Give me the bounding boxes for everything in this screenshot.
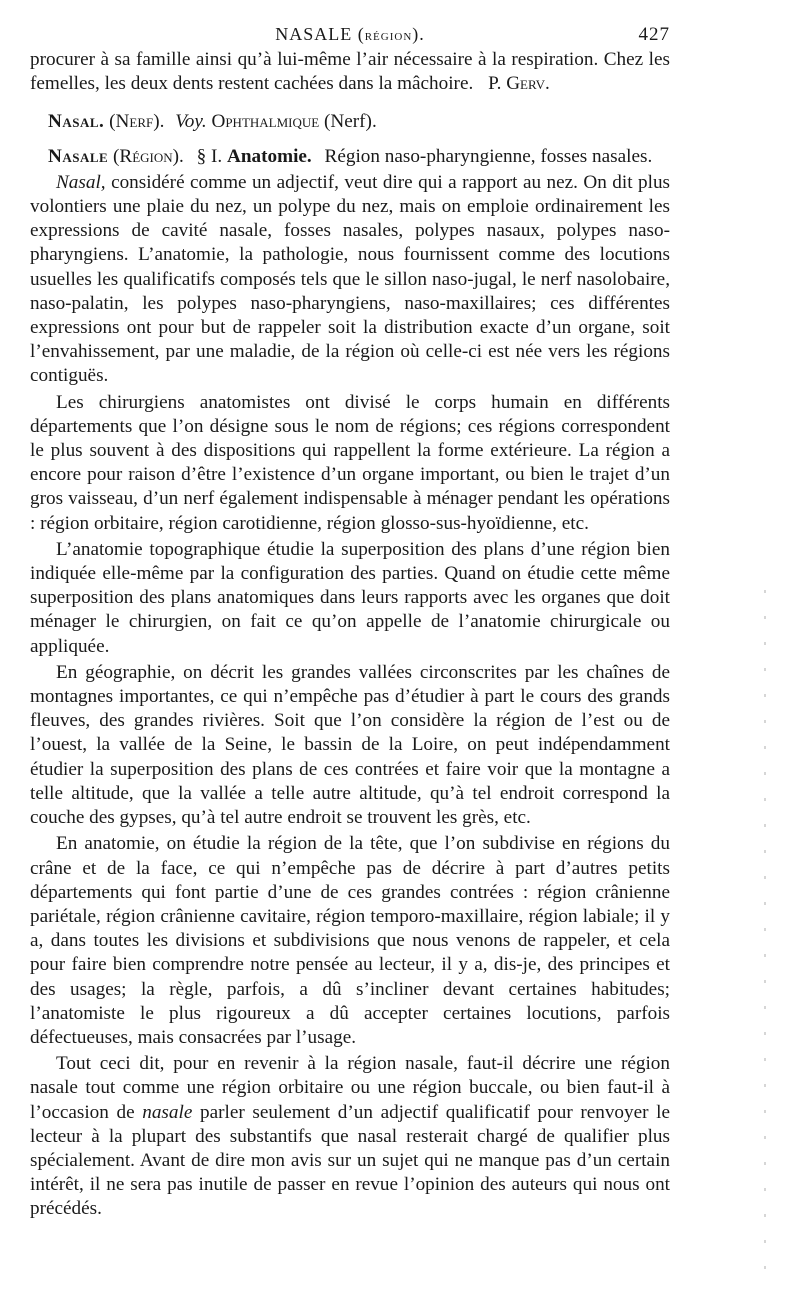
paragraph-4: En géographie, on décrit les grandes vallées circonscrites par les chaînes de montagnes importantes, ce qui n’empêche pas d’étudier à part le cours des grands fleuves, des grandes rivières. Soit que l’on considère la région de l’est ou de l’ouest, la vallée de la Seine, le bassin de la Loire, on peut indépendamment étudier la superposition des plans de ces contrées et faire voir que la montagne a telle altitude, que la vallée a telle autre altitude, qu’à tel endroit correspond la couche des gypses, qu’à tel autre endroit se trouvent les grès, etc.: [30, 661, 670, 829]
cross-reference-target: Ophthalmique: [211, 111, 320, 133]
page-number: 427: [638, 24, 670, 45]
entry-nasal-nerf: Nasal. (Nerf). Voy. Ophthalmique (Nerf).: [48, 111, 377, 133]
paragraph-continuation: procurer à sa famille ainsi qu’à lui-même l’air nécessaire à la respiration. Chez les femelles, les deux dents restent cachées dans la mâchoire. P. Gerv.: [30, 49, 670, 95]
page-header: [30, 18, 670, 48]
document-page: [30, 18, 670, 1222]
entry-headword: Nasale: [48, 145, 109, 167]
entry-headword: Nasal.: [48, 111, 105, 133]
paragraph-3: L’anatomie topographique étudie la superposition des plans d’une région bien indiquée elle-même par la configuration des parties. Quand on étudie cette même superposition des plans anatomiques dans leurs rapports avec les organes que doit ménager le chirurgien, on fait ce qu’on appelle de l’anatomie chirurgicale ou appliquée.: [30, 538, 670, 657]
paragraph-6: Tout ceci dit, pour en revenir à la région nasale, faut-il décrire une région nasale tout comme une région orbitaire ou une région buccale, ou bien faut-il à l’occasion de nasale parler seulement d’un adjectif qualificatif pour renvoyer le lecteur à la plupart des substantifs que nasal resterait chargé de qualifier plus spécialement. Avant de dire mon avis sur un sujet qui ne manque pas d’un certain intérêt, il ne sera pas inutile de passer en revue l’opinion des auteurs qui nous ont précédés.: [30, 1053, 671, 1220]
scan-margin-artifact: [764, 590, 766, 1290]
author-signature: P. Gerv.: [488, 73, 550, 95]
entry-nasale-region: Nasale (Région). § I. Anatomie. Région naso-pharyngienne, fosses nasales.: [48, 145, 653, 167]
paragraph-1: Nasal, considéré comme un adjectif, veut dire qui a rapport au nez. On dit plus volontiers une plaie du nez, un polype du nez, mais on emploie ordinairement les expressions de cavité nasale, fosses nasales, polypes nasaux, polypes naso-pharyngiens. L’anatomie, la pathologie, nous fournissent comme des locutions usuelles les qualificatifs composés tels que le sillon naso-jugal, le nerf nasolobaire, naso-palatin, les polypes naso-pharyngiens, naso-maxillaires; ces différentes expressions ont pour but de rappeler soit la distribution exacte d’un organe, soit l’envahissement, par une maladie, de la région où celle-ci est née vers les régions contiguës.: [30, 171, 671, 387]
section-marker: § I.: [196, 145, 223, 167]
paragraph-2: Les chirurgiens anatomistes ont divisé le corps humain en différents départements que l’on désigne sous le nom de régions; ces régions correspondent le plus souvent à des dispositions qui rappellent la forme extérieure. La région a encore pour raison d’être l’existence d’un organe important, ou bien le trajet d’un gros vaisseau, d’un nerf également indispensable à ménager pendant les opérations : région orbitaire, région carotidienne, région glosso-sus-hyoïdienne, etc.: [30, 391, 670, 534]
paragraph-5: En anatomie, on étudie la région de la tête, que l’on subdivise en régions du crâne et de la face, ce qui n’empêche pas de décrire à part d’autres petits départements qui font partie d’une de ces grandes contrées : région crânienne pariétale, région crânienne cavitaire, région temporo-maxillaire, région labiale; il y a, dans toutes les divisions et subdivisions que nous venons de rappeler, et cela pour faire bien comprendre notre pensée au lecteur, il y a, dis-je, des principes et des usages; la règle, parfois, a dû s’incliner devant certaines habitudes; l’anatomiste le plus rigoureux a dû accepter certaines locutions, parfois défectueuses, mais consacrées par l’usage.: [30, 833, 670, 1048]
cross-reference-voy: Voy.: [175, 111, 207, 133]
running-title: NASALE (région).: [275, 24, 425, 44]
section-title: Anatomie.: [227, 145, 312, 167]
running-title-smallcaps: région: [364, 28, 413, 44]
